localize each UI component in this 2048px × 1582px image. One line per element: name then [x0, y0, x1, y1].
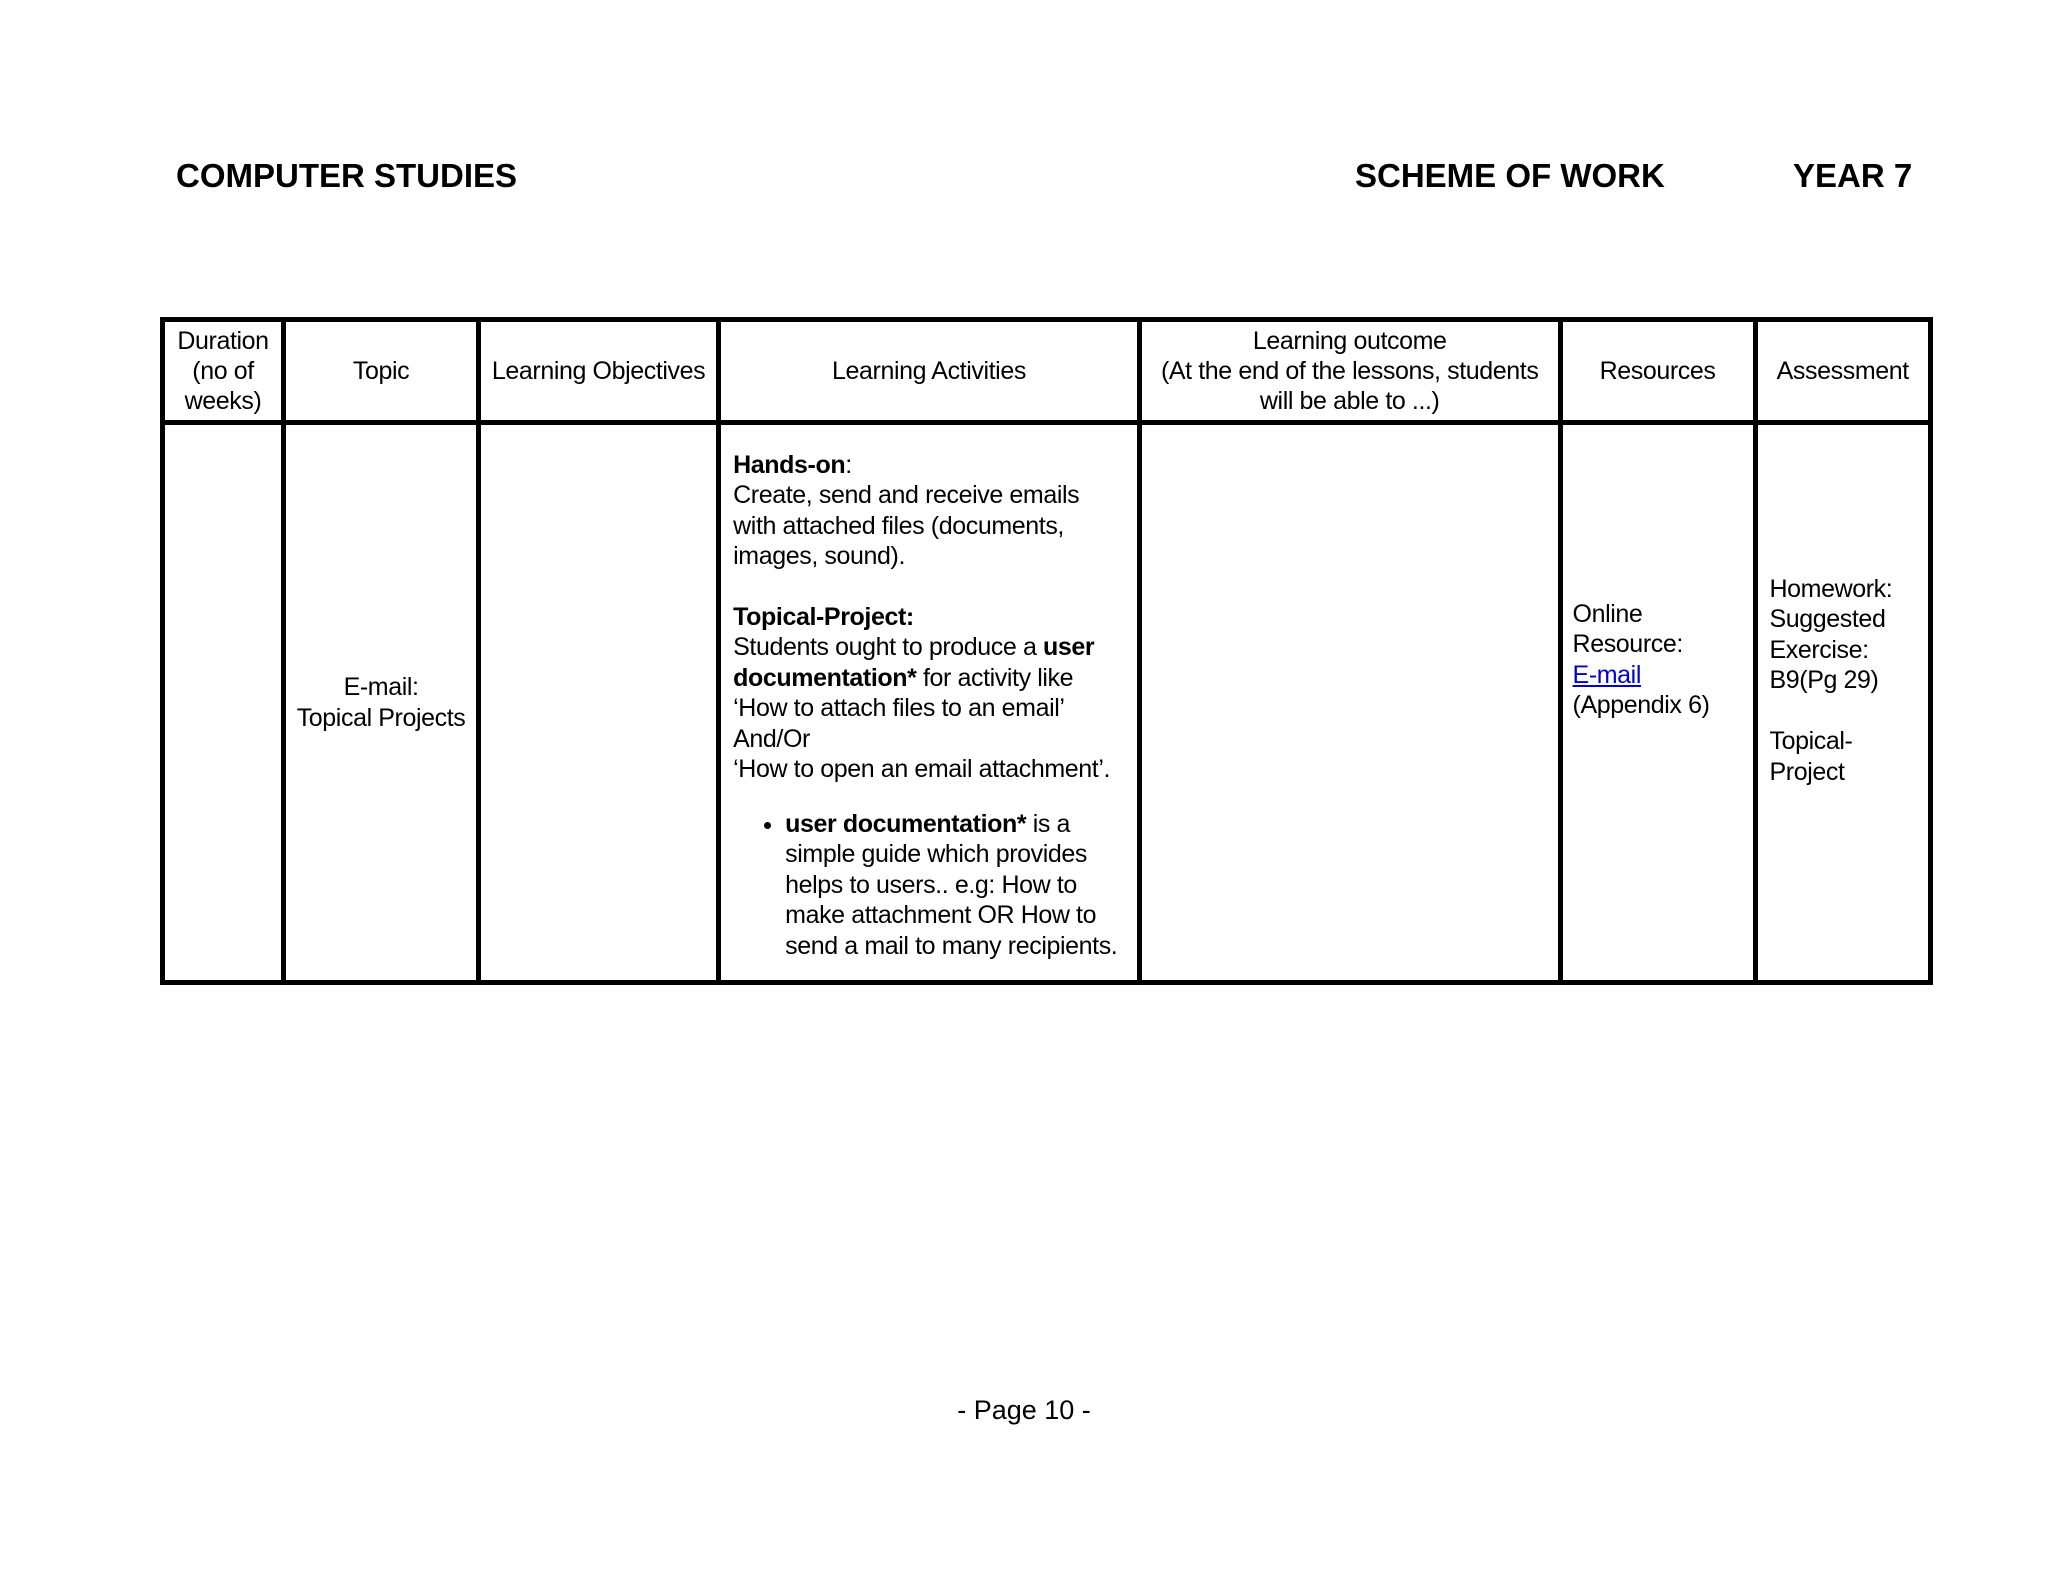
header-outcome-line3: will be able to ...)	[1259, 387, 1440, 415]
header-duration	[163, 320, 284, 423]
project-text-2: for activity like ‘How to attach files to an email’ And/Or	[733, 663, 1074, 753]
header-learning-objectives: Learning Objectives	[479, 320, 719, 423]
page-number: - Page 10 -	[957, 1395, 1091, 1425]
table-row	[163, 423, 1931, 983]
bullet-bold-term: user documentation*	[785, 809, 1027, 838]
resource-label: Online Resource:	[1572, 599, 1683, 658]
document-subject: COMPUTER STUDIES	[176, 157, 518, 194]
activity-bullet-list	[733, 809, 1125, 962]
assessment-suggested: Suggested	[1769, 605, 1886, 634]
scheme-of-work-table	[160, 317, 1933, 985]
hands-on-label: Hands-on	[733, 450, 846, 479]
project-text-3: ‘How to open an email attachment’.	[733, 755, 1111, 784]
topic-line2: Topical Projects	[296, 703, 466, 732]
header-resources: Resources	[1560, 320, 1755, 423]
assessment-exercise: Exercise:	[1769, 635, 1869, 664]
cell-learning-activities	[719, 423, 1140, 983]
assessment-topical-project: Topical-Project	[1769, 727, 1853, 786]
email-resource-link[interactable]: E-mail	[1572, 660, 1641, 689]
assessment-homework: Homework:	[1769, 574, 1893, 603]
header-learning-activities: Learning Activities	[719, 320, 1140, 423]
header-assessment: Assessment	[1755, 320, 1931, 423]
header-duration-line2: (no of	[192, 357, 254, 385]
project-text-1: Students ought to produce a	[733, 633, 1044, 662]
document-year: YEAR 7	[1793, 157, 1913, 194]
list-item	[785, 809, 1125, 962]
hands-on-block	[733, 450, 1125, 572]
project-bold-term: user documentation*	[733, 633, 1095, 692]
cell-resources	[1560, 423, 1755, 983]
cell-topic	[284, 423, 479, 983]
hands-on-text: Create, send and receive emails with attached files (documents, images, sound).	[733, 481, 1080, 571]
document-type: SCHEME OF WORK	[1355, 157, 1665, 194]
cell-duration	[163, 423, 284, 983]
header-outcome-line1: Learning outcome	[1252, 327, 1447, 355]
header-duration-line1: Duration	[177, 327, 269, 355]
cell-learning-outcome	[1139, 423, 1560, 983]
topical-project-block	[733, 602, 1125, 785]
bullet-text: is a simple guide which provides helps to users.. e.g: How to make attachment OR How to send a mail to many recipients.	[785, 809, 1118, 960]
hands-on-colon: :	[845, 450, 852, 479]
table-header-row	[163, 320, 1931, 423]
assessment-page-ref: B9(Pg 29)	[1769, 666, 1879, 695]
cell-learning-objectives	[479, 423, 719, 983]
header-learning-outcome	[1139, 320, 1560, 423]
resource-appendix: (Appendix 6)	[1572, 691, 1710, 719]
topical-project-label: Topical-Project:	[733, 602, 914, 631]
header-topic: Topic	[284, 320, 479, 423]
header-duration-line3: weeks)	[184, 387, 262, 415]
header-outcome-line2: (At the end of the lessons, students	[1160, 357, 1539, 385]
topic-line1: E-mail:	[343, 673, 419, 701]
cell-assessment	[1755, 423, 1931, 983]
